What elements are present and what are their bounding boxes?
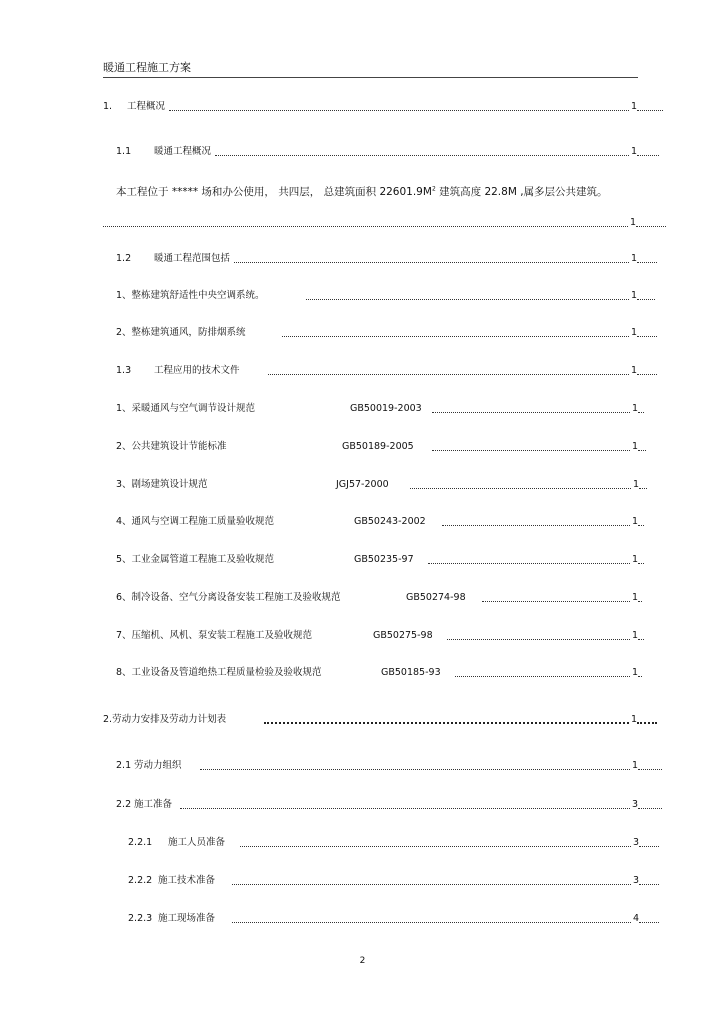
toc-entry[interactable]	[116, 253, 657, 265]
toc-entry-label: 6、制冷设备、空气分离设备安装工程施工及验收规范	[116, 592, 341, 603]
toc-entry-page: 1	[631, 667, 638, 678]
toc-entry-page: 3	[632, 837, 639, 848]
toc-entry-page: 1	[632, 479, 639, 490]
toc-entry-number: 1.2	[116, 253, 132, 264]
toc-entry-number: 2.1	[116, 760, 132, 771]
toc-leader-dots	[200, 769, 630, 770]
toc-leader-tail	[638, 412, 644, 413]
header-divider	[103, 77, 638, 78]
toc-entry-page: 1	[630, 365, 637, 376]
toc-leader-tail	[637, 722, 657, 724]
toc-leader-dots	[442, 525, 630, 526]
toc-leader-tail	[637, 336, 657, 337]
intro-text: 建筑高度 22.8M ,属多层公共建筑。	[435, 186, 608, 198]
toc-leader-tail	[639, 488, 647, 489]
toc-entry-page: 1	[629, 217, 636, 228]
toc-leader-dots	[103, 226, 628, 227]
toc-entry-label: 2、整栋建筑通风，防排烟系统	[116, 327, 246, 338]
standard-code: GB50275-98	[373, 630, 433, 641]
toc-leader-dots	[447, 639, 630, 640]
toc-entry[interactable]	[103, 217, 666, 229]
toc-entry[interactable]	[116, 760, 662, 772]
toc-entry-page: 1	[631, 760, 638, 771]
toc-entry[interactable]	[116, 592, 642, 604]
toc-entry-page: 1	[631, 554, 638, 565]
toc-entry-number: 1.3	[116, 365, 132, 376]
standard-code: GB50185-93	[381, 667, 441, 678]
toc-entry-label: 施工人员准备	[168, 837, 226, 848]
toc-entry-label: 1、采暖通风与空气调节设计规范	[116, 403, 256, 414]
toc-entry-page: 1	[630, 714, 637, 725]
toc-leader-dots	[306, 299, 629, 300]
toc-entry-label: 1、整栋建筑舒适性中央空调系统。	[116, 290, 265, 301]
toc-leader-dots	[432, 450, 630, 451]
toc-entry-label: 暖通工程概况	[154, 146, 212, 157]
toc-leader-tail	[637, 374, 657, 375]
toc-entry-label: 5、工业金属管道工程施工及验收规范	[116, 554, 275, 565]
standard-code: JGJ57-2000	[336, 479, 389, 490]
intro-masked-name: *****	[171, 186, 199, 198]
toc-leader-dots	[169, 110, 629, 111]
toc-entry-number: 2.	[103, 714, 113, 725]
toc-leader-dots	[215, 155, 629, 156]
toc-entry[interactable]	[128, 913, 659, 925]
toc-entry-page: 1	[630, 290, 637, 301]
page-number: 2	[359, 956, 366, 966]
toc-entry-label: 7、压缩机、风机、泵安装工程施工及验收规范	[116, 630, 313, 641]
toc-leader-dots	[264, 722, 629, 724]
toc-entry-number: 2.2.2	[128, 875, 153, 886]
toc-entry-page: 1	[631, 403, 638, 414]
toc-leader-tail	[638, 808, 662, 809]
toc-entry-label: 劳动力组织	[134, 760, 182, 771]
toc-entry[interactable]	[116, 554, 644, 566]
toc-leader-dots	[410, 488, 631, 489]
toc-leader-tail	[638, 450, 646, 451]
standard-code: GB50189-2005	[342, 441, 414, 452]
toc-entry-label: 施工现场准备	[158, 913, 216, 924]
toc-leader-tail	[638, 525, 644, 526]
toc-entry-page: 3	[632, 875, 639, 886]
toc-entry[interactable]	[128, 837, 659, 849]
toc-leader-dots	[428, 563, 630, 564]
toc-entry[interactable]	[116, 327, 657, 339]
toc-leader-tail	[637, 299, 655, 300]
document-header-title: 暖通工程施工方案	[103, 61, 191, 74]
toc-leader-dots	[232, 922, 631, 923]
toc-entry[interactable]	[116, 630, 644, 642]
toc-entry[interactable]	[116, 290, 655, 302]
toc-leader-dots	[234, 262, 629, 263]
toc-entry-label: 8、工业设备及管道绝热工程质量检验及验收规范	[116, 667, 322, 678]
intro-superscript: 2	[431, 185, 436, 193]
standard-code: GB50274-98	[406, 592, 466, 603]
toc-entry-label: 暖通工程范围包括	[154, 253, 231, 264]
toc-leader-tail	[636, 226, 666, 227]
toc-entry[interactable]	[128, 875, 659, 887]
standard-code: GB50235-97	[354, 554, 414, 565]
toc-leader-tail	[638, 769, 662, 770]
toc-entry[interactable]	[116, 799, 662, 811]
toc-entry[interactable]	[116, 516, 644, 528]
toc-entry[interactable]	[103, 101, 663, 113]
toc-leader-tail	[637, 262, 657, 263]
toc-entry[interactable]	[103, 714, 657, 726]
toc-entry-label: 施工技术准备	[158, 875, 216, 886]
toc-entry-page: 1	[630, 253, 637, 264]
toc-entry-label: 3、剧场建筑设计规范	[116, 479, 208, 490]
toc-entry-page: 3	[631, 799, 638, 810]
toc-entry-number: 2.2	[116, 799, 132, 810]
toc-leader-dots	[282, 336, 629, 337]
toc-entry[interactable]	[116, 441, 646, 453]
toc-leader-tail	[637, 155, 659, 156]
toc-leader-dots	[240, 846, 631, 847]
toc-entry-label: 工程应用的技术文件	[154, 365, 240, 376]
toc-leader-tail	[637, 110, 663, 111]
toc-entry-page: 1	[630, 101, 637, 112]
toc-entry-page: 1	[631, 516, 638, 527]
toc-leader-tail	[638, 639, 644, 640]
toc-entry[interactable]	[116, 479, 647, 491]
intro-text: 本工程位于	[116, 186, 172, 198]
toc-entry-number: 1.	[103, 101, 113, 112]
toc-entry-page: 1	[631, 441, 638, 452]
toc-leader-tail	[638, 601, 642, 602]
toc-leader-tail	[639, 884, 659, 885]
toc-leader-tail	[639, 846, 659, 847]
toc-entry-number: 1.1	[116, 146, 132, 157]
toc-entry-label: 工程概况	[127, 101, 166, 112]
toc-entry-page: 1	[631, 630, 638, 641]
toc-leader-tail	[639, 922, 659, 923]
toc-entry-number: 2.2.1	[128, 837, 153, 848]
toc-leader-tail	[638, 563, 644, 564]
toc-leader-dots	[180, 808, 630, 809]
toc-entry-label: 2、公共建筑设计节能标准	[116, 441, 227, 452]
toc-entry[interactable]	[116, 667, 642, 679]
toc-leader-dots	[482, 601, 630, 602]
toc-entry[interactable]	[116, 146, 659, 158]
intro-text: 场和办公使用， 共四层， 总建筑面积 22601.9M	[198, 186, 432, 198]
toc-leader-dots	[432, 412, 630, 413]
toc-leader-tail	[638, 676, 642, 677]
standard-code: GB50243-2002	[354, 516, 426, 527]
toc-entry-page: 4	[632, 913, 639, 924]
toc-entry-label: 劳动力安排及劳动力计划表	[112, 714, 227, 725]
toc-entry-page: 1	[630, 146, 637, 157]
toc-entry-page: 1	[630, 327, 637, 338]
toc-entry-label: 施工准备	[134, 799, 173, 810]
toc-entry-label: 4、通风与空调工程施工质量验收规范	[116, 516, 275, 527]
toc-entry-page: 1	[631, 592, 638, 603]
toc-entry[interactable]	[116, 403, 644, 415]
toc-entry[interactable]	[116, 365, 657, 377]
toc-entry-number: 2.2.3	[128, 913, 153, 924]
toc-leader-dots	[455, 676, 630, 677]
standard-code: GB50019-2003	[350, 403, 422, 414]
toc-leader-dots	[268, 374, 629, 375]
project-description	[116, 184, 608, 199]
toc-leader-dots	[232, 884, 631, 885]
